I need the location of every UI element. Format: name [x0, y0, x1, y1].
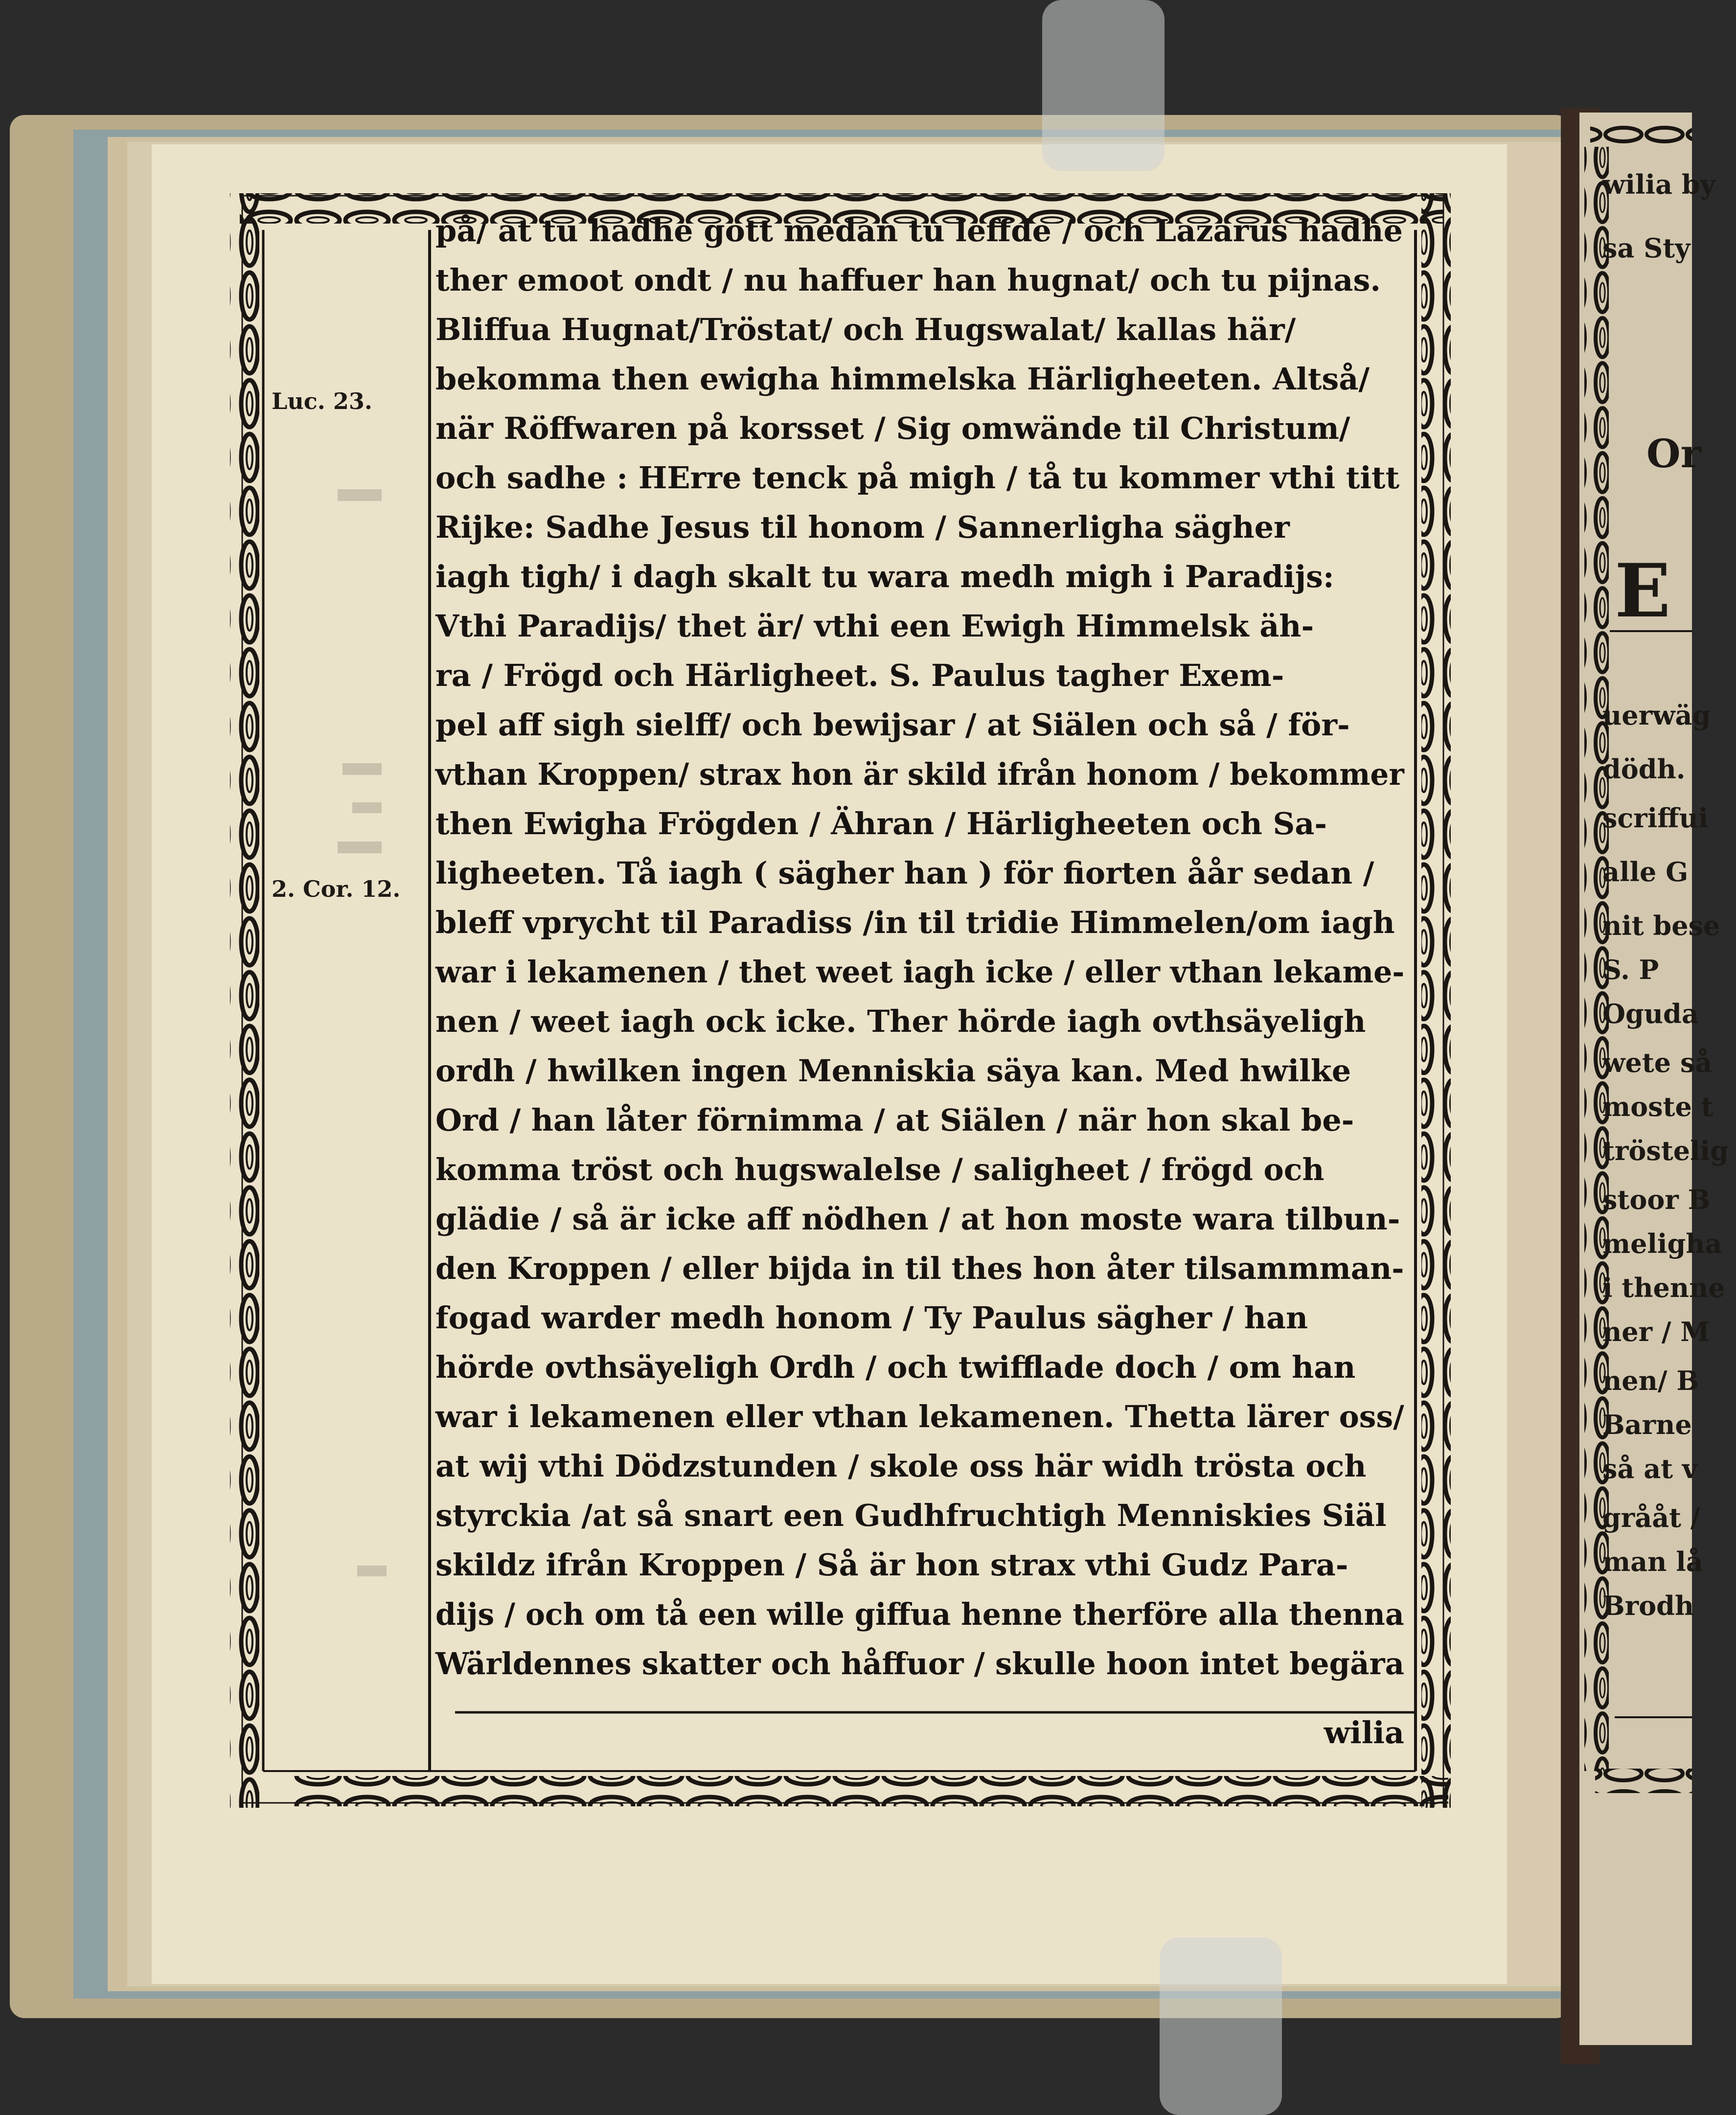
border-right	[1421, 193, 1451, 1808]
text-line: bekomma then ewigha himmelska Härligheeten. Altså/	[435, 361, 1370, 397]
text-line: iagh tigh/ i dagh skalt tu wara medh migh i Paradijs:	[435, 559, 1334, 594]
facing-page-line: stoor B	[1602, 1184, 1711, 1215]
text-line: styrckia /at så snart een Gudhfruchtigh Menniskies Siäl	[435, 1498, 1387, 1533]
facing-page-line: Brodh	[1602, 1590, 1694, 1621]
facing-border-top	[1590, 125, 1692, 149]
text-line: Bliffua Hugnat/Tröstat/ och Hugswalat/ kallas här/	[435, 312, 1296, 347]
text-line: ther emoot ondt / nu haffuer han hugnat/ och tu pijnas.	[435, 262, 1381, 298]
facing-border-bottom	[1595, 1769, 1692, 1793]
border-bottom	[294, 1776, 1448, 1806]
facing-page-line: Oguda	[1602, 998, 1699, 1029]
text-line: pel aff sigh sielff/ och bewijsar / at Siälen och så / för-	[435, 707, 1350, 743]
text-line: och sadhe : HErre tenck på migh / tå tu kommer vthi titt	[435, 460, 1400, 496]
facing-page-line: alle G	[1602, 856, 1689, 887]
text-line: ligheeten. Tå iagh ( sägher han ) för fiorten åår sedan /	[435, 855, 1374, 891]
text-line: vthan Kroppen/ strax hon är skild ifrån honom / bekommer	[435, 756, 1404, 792]
text-line: skildz ifrån Kroppen / Så är hon strax vthi Gudz Para-	[435, 1547, 1348, 1583]
text-line: war i lekamenen eller vthan lekamenen. Thetta lärer oss/	[435, 1399, 1404, 1434]
margin-note-luc: Luc. 23.	[272, 388, 372, 414]
text-line: hörde ovthsäyeligh Ordh / och twifflade doch / om han	[435, 1349, 1356, 1385]
facing-page-line: i thenne	[1602, 1272, 1725, 1303]
facing-page-line: man lå	[1602, 1546, 1703, 1577]
text-line: nen / weet iagh ock icke. Ther hörde iagh ovthsäyeligh	[435, 1003, 1366, 1039]
facing-page-line: moste t	[1602, 1091, 1713, 1122]
facing-page-line: tröstelig	[1602, 1135, 1729, 1166]
text-line: Wärldennes skatter och håffuor / skulle hoon intet begära	[435, 1646, 1405, 1682]
text-line: den Kroppen / eller bijda in til thes hon åter tilsammman-	[435, 1251, 1404, 1286]
text-line: at wij vthi Dödzstunden / skole oss här widh trösta och	[435, 1448, 1367, 1484]
facing-page-line: Or	[1646, 431, 1701, 477]
facing-page-line: uerwäg	[1602, 700, 1711, 731]
text-line: komma tröst och hugswalelse / saligheet / frögd och	[435, 1152, 1325, 1187]
facing-page-line: Barne	[1602, 1409, 1692, 1440]
text-line: dijs / och om tå een wille giffua henne therföre alla thenna	[435, 1596, 1404, 1632]
facing-page-line: wilia by	[1602, 169, 1715, 200]
facing-page-line: dödh.	[1602, 753, 1686, 785]
text-line: ordh / hwilken ingen Menniskia säya kan. Med hwilke	[435, 1053, 1351, 1089]
text-line: Ord / han låter förnimma / at Siälen / när hon skal be-	[435, 1102, 1354, 1138]
margin-note-cor: 2. Cor. 12.	[272, 876, 401, 902]
main-text-column	[435, 213, 1404, 1740]
facing-page-line: grååt /	[1602, 1502, 1700, 1533]
border-left	[230, 193, 259, 1808]
facing-page-line: nen/ B	[1602, 1365, 1699, 1396]
text-line: then Ewigha Frögden / Ähran / Härligheeten och Sa-	[435, 806, 1327, 841]
facing-page-line: scriffui	[1602, 802, 1709, 834]
facing-page-line: sa Sty	[1602, 232, 1690, 264]
text-line: war i lekamenen / thet weet iagh icke / eller vthan lekame-	[435, 954, 1405, 990]
text-line: Vthi Paradijs/ thet är/ vthi een Ewigh Himmelsk äh-	[435, 608, 1314, 644]
clear-tab-bottom	[1160, 1937, 1282, 2115]
text-line: fogad warder medh honom / Ty Paulus sägher / han	[435, 1300, 1308, 1336]
text-line: ra / Frögd och Härligheet. S. Paulus tagher Exem-	[435, 658, 1284, 693]
facing-page-line: wete så	[1602, 1047, 1713, 1078]
text-line: Rijke: Sadhe Jesus til honom / Sannerligha sägher	[435, 509, 1290, 545]
facing-page-line: E	[1615, 548, 1671, 634]
text-line: glädie / så är icke aff nödhen / at hon moste wara tilbun-	[435, 1201, 1400, 1237]
catchword: wilia	[1324, 1715, 1404, 1751]
text-line: bleff vprycht til Paradiss /in til tridie Himmelen/om iagh	[435, 905, 1395, 940]
text-line: på/ at tu hadhe gott medan tu leffde / och Lazarus hadhe	[435, 213, 1403, 249]
facing-page-line: så at v	[1602, 1453, 1698, 1484]
facing-page-line: ner / M	[1602, 1316, 1710, 1347]
text-line: när Röffwaren på korsset / Sig omwände til Christum/	[435, 410, 1350, 446]
catchword-area	[435, 1715, 1404, 1754]
facing-page-line: meligha	[1602, 1228, 1722, 1259]
clear-tab-top	[1042, 0, 1165, 171]
facing-page-line: nit bese	[1602, 910, 1720, 941]
facing-page-line: S. P	[1602, 954, 1659, 985]
